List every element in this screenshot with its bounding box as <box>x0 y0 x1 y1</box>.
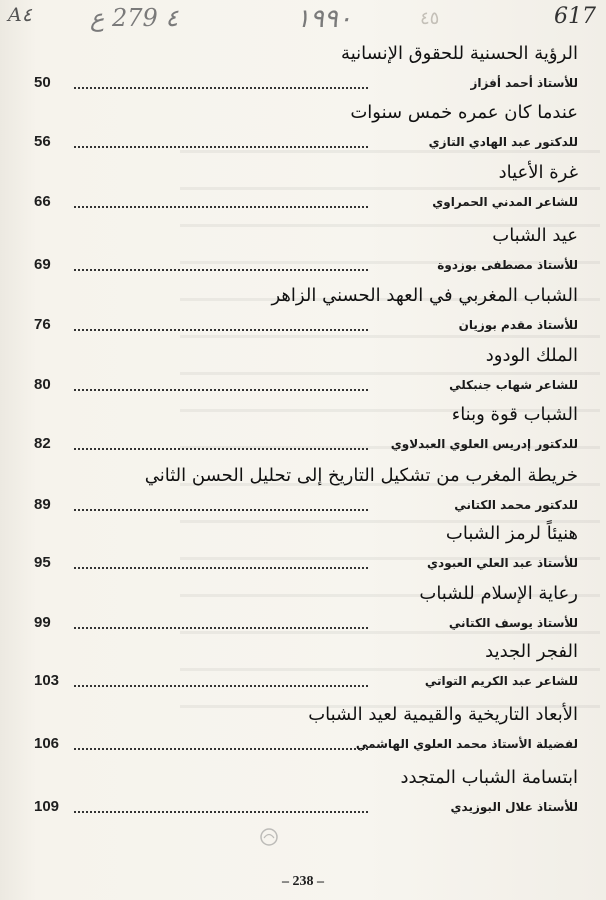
entry-leader-line <box>34 552 578 574</box>
dot-leader <box>74 685 368 687</box>
toc-entry <box>0 462 606 520</box>
dot-leader <box>74 448 368 450</box>
entry-page-number: 89 <box>34 496 51 513</box>
entry-leader-line <box>34 254 578 276</box>
toc-entry <box>0 520 606 578</box>
dot-leader <box>74 146 368 148</box>
entry-leader-line <box>34 733 578 755</box>
entry-page-number: 99 <box>34 614 51 631</box>
entry-leader-line <box>34 374 578 396</box>
entry-leader-line <box>34 191 578 213</box>
toc-entry <box>0 580 606 638</box>
entry-page-number: 95 <box>34 554 51 571</box>
entry-leader-line <box>34 494 578 516</box>
dot-leader <box>74 87 368 89</box>
entry-title: الشباب المغربي في العهد الحسني الزاهر <box>271 285 578 306</box>
entry-title: ابتسامة الشباب المتجدد <box>400 767 578 788</box>
entry-page-number: 106 <box>34 735 60 752</box>
dot-leader <box>74 567 368 569</box>
entry-leader-line <box>34 72 578 94</box>
toc-entry <box>0 701 606 759</box>
entry-title: خريطة المغرب من تشكيل التاريخ إلى تحليل الحسن الثاني <box>144 465 578 486</box>
entry-title: عيد الشباب <box>492 225 578 246</box>
entry-author: للدكتور عبد الهادي التازي <box>428 135 578 149</box>
entry-leader-line <box>34 612 578 634</box>
ink-smudge-icon <box>258 826 280 848</box>
entry-page-number: 80 <box>34 376 51 393</box>
entry-author: للدكتور محمد الكتاني <box>454 498 578 512</box>
entry-title: الأبعاد التاريخية والقيمية لعيد الشباب <box>308 704 578 725</box>
entry-title: الشباب قوة وبناء <box>451 404 578 425</box>
dot-leader <box>74 627 368 629</box>
entry-author: للأستاذ مقدم بوزيان <box>458 318 578 332</box>
entry-author: للأستاذ أحمد أفزاز <box>470 76 578 90</box>
entry-author: للدكتور إدريس العلوي العبدلاوي <box>390 437 578 451</box>
entry-title: هنيئاً لرمز الشباب <box>445 523 578 544</box>
entry-leader-line <box>34 796 578 818</box>
entry-page-number: 103 <box>34 672 60 689</box>
entry-page-number: 82 <box>34 435 51 452</box>
entry-leader-line <box>34 314 578 336</box>
faint-pencil-mark: ٤٥ <box>420 8 440 29</box>
dot-leader <box>74 748 368 750</box>
entry-page-number: 56 <box>34 133 51 150</box>
entry-page-number: 66 <box>34 193 51 210</box>
toc-entry <box>0 282 606 340</box>
entry-title: غرة الأعياد <box>498 162 578 183</box>
entry-author: للأستاذ مصطفى بوزدوة <box>437 258 578 272</box>
entry-page-number: 50 <box>34 74 51 91</box>
handwritten-year: ١٩٩٠ <box>296 4 352 34</box>
entry-leader-line <box>34 433 578 455</box>
entry-page-number: 76 <box>34 316 51 333</box>
entry-author: للأستاذ عبد العلي العبودي <box>427 556 578 570</box>
entry-author: للأستاذ علال البوزيدي <box>450 800 578 814</box>
dot-leader <box>74 389 368 391</box>
entry-page-number: 69 <box>34 256 51 273</box>
dot-leader <box>74 509 368 511</box>
entry-page-number: 109 <box>34 798 60 815</box>
dot-leader <box>74 329 368 331</box>
entry-author: لفضيلة الأستاذ محمد العلوي الهاشمي <box>355 737 578 751</box>
toc-entry <box>0 342 606 400</box>
toc-entry <box>0 40 606 98</box>
entry-title: الفجر الجديد <box>485 641 578 662</box>
entry-author: للأستاذ يوسف الكتاني <box>448 616 578 630</box>
toc-entry <box>0 638 606 696</box>
page-footer-number: – 238 – <box>282 874 324 889</box>
dot-leader <box>74 269 368 271</box>
entry-title: عندما كان عمره خمس سنوات <box>350 102 578 123</box>
entry-author: للشاعر شهاب جنبكلي <box>449 378 578 392</box>
entry-leader-line <box>34 670 578 692</box>
toc-entry <box>0 401 606 459</box>
handwritten-page-code: 617 <box>554 4 596 29</box>
entry-leader-line <box>34 131 578 153</box>
entry-title: رعاية الإسلام للشباب <box>419 583 578 604</box>
dot-leader <box>74 206 368 208</box>
handwritten-annotation-left: A٤ <box>8 4 32 26</box>
toc-entry <box>0 222 606 280</box>
toc-entry <box>0 159 606 217</box>
entry-author: للشاعر المدني الحمراوي <box>432 195 578 209</box>
entry-author: للشاعر عبد الكريم التواتي <box>424 674 578 688</box>
dot-leader <box>74 811 368 813</box>
entry-title: الرؤية الحسنية للحقوق الإنسانية <box>341 43 578 64</box>
toc-entry <box>0 99 606 157</box>
entry-title: الملك الودود <box>485 345 578 366</box>
handwritten-call-number: ٤ 279 ع <box>90 4 179 32</box>
toc-entry <box>0 764 606 822</box>
